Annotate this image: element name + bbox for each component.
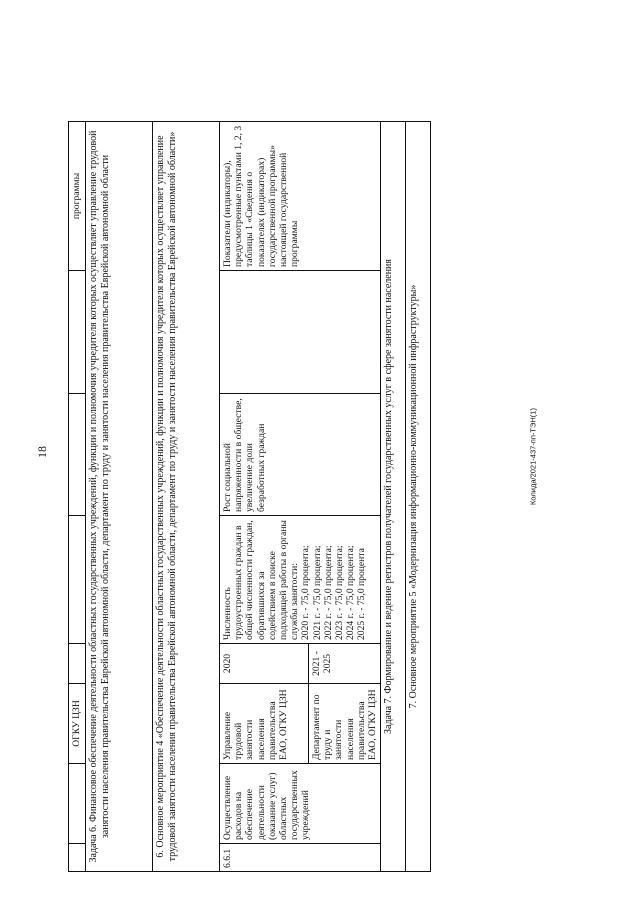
measure-6-heading: 6. Основное мероприятие 4 «Обеспечение деятельности областных государственных учреждений, функции и полномочия учредителя которых осуществляет управление трудовой занятости населения правительства Еврейской автономной области, департамент по труду и занятости населения правительства Еврейской автономной области» [153,122,220,872]
executors-cell [220,684,381,764]
cell-empty [220,271,381,394]
cell-empty [69,844,86,872]
indicator-line: 2020 г. - 75,0 процента; [300,545,312,640]
cell-agency: ОГКУ ЦЗН [69,684,86,764]
task-7-heading: Задача 7. Формирование и ведение регистров получателей государственных услуг в сфере занятости населения [381,122,406,872]
executor-2021-2025: Департамент по труду и занятости населения правительства ЕАО, ОГКУ ЦЗН [311,689,379,760]
table-row-task6 [86,122,153,872]
indicator-cell [220,516,381,644]
rotated-table-container [68,122,480,872]
cell-empty [69,644,86,684]
cell-empty [69,764,86,844]
table-row-measure6 [153,122,220,872]
table-row-header-continuation [69,122,86,872]
indicator-line: 2021 г. - 75,0 процента; [311,545,323,640]
cell-empty [69,516,86,644]
table-row-measure7 [406,122,431,872]
indicator-line: Численность трудоустроенных граждан в общей численности граждан, обратившихся за содействием в поиске подходящей работы в органы службы занятости: [222,520,301,640]
task-6-heading: Задача 6. Финансовое обеспечение деятельности областных государственных учреждений, функции и полномочия учредителя которых осуществляет управление трудовой занятости населения правительства Еврейской автономной области, департамент по труду и занятости населения правительства Еврейской автономной области [86,122,153,872]
year-2021-2025: 2021 - 2025 [311,651,334,676]
page-number: 18 [35,446,49,458]
measure-7-heading: 7. Основное мероприятие 5 «Модернизация информационно-коммуникационной инфраструктуры» [406,122,431,872]
table-row-task7 [381,122,406,872]
cell-empty [69,394,86,516]
indicator-line: 2022 г. - 75,0 процента; [322,545,334,640]
indicator-line: 2023 г. - 75,0 процента; [334,545,346,640]
link-cell: Показатели (индикаторы), предусмотренные пунктами 1, 2, 3 таблицы 1 «Сведения о показателях (индикаторах) государственной программы» настоящей государственной программы [220,122,381,271]
cell-program: программы [69,122,86,271]
executor-2020: Управление трудовой занятости населения правительства ЕАО, ОГКУ ЦЗН [220,684,309,763]
indicator-line: 2025 г. - 75,0 процента [356,548,368,640]
consequence-cell: Рост социальной напряженности в обществе, увеличение доли безработных граждан [220,394,381,516]
document-stamp: Колида/2021-437-пп-ТЭН(1) [528,408,538,505]
table-row-6-6-1 [220,122,381,872]
measure-name: Осуществление расходов на обеспечение деятельности (оказание услуг) областных государственных учреждений [220,764,381,844]
year-2020: 2020 [220,644,309,683]
row-number: 6.6.1 [220,844,381,872]
indicator-line: 2024 г. - 75,0 процента; [345,545,357,640]
program-measures-table [68,121,431,872]
years-cell [220,644,381,684]
cell-empty [69,271,86,394]
